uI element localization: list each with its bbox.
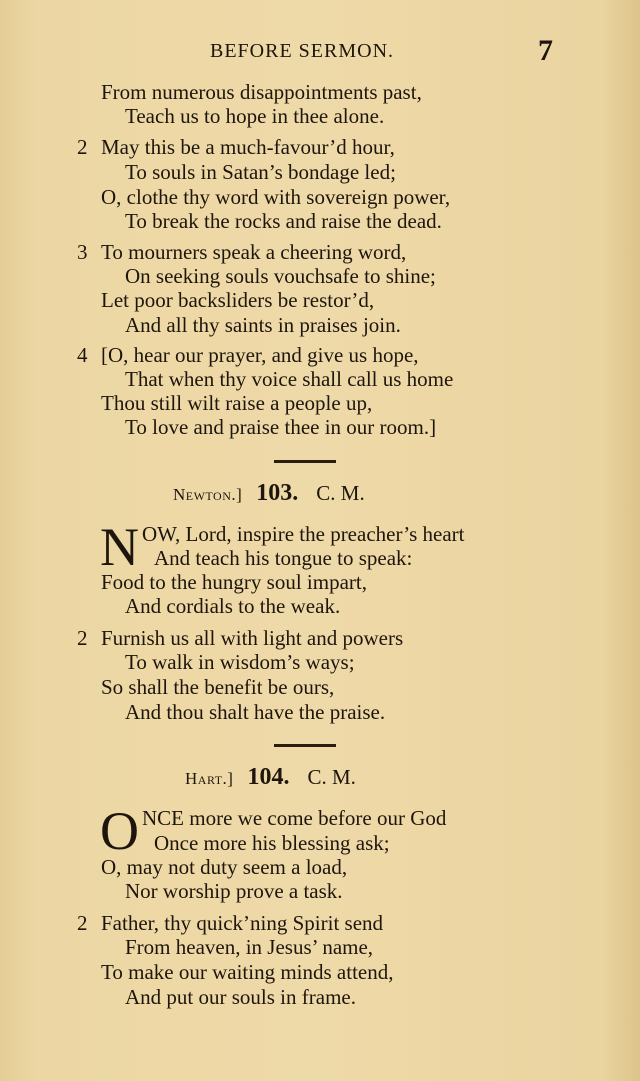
verse-line: [O, hear our prayer, and give us hope,	[101, 343, 419, 367]
drop-cap: O	[100, 801, 139, 861]
running-title: BEFORE SERMON.	[210, 40, 395, 62]
verse-number: 4	[77, 343, 88, 367]
verse-line: And put our souls in frame.	[125, 985, 356, 1009]
page-number: 7	[538, 34, 553, 67]
verse-line: Father, thy quick’ning Spirit send	[101, 911, 384, 935]
tune-name: Newton.]	[173, 485, 243, 504]
drop-cap: N	[100, 517, 139, 577]
verse-line: To break the rocks and raise the dead.	[125, 209, 442, 233]
verse-line: From heaven, in Jesus’ name,	[125, 935, 374, 959]
verse-number: 2	[77, 626, 88, 650]
section-divider	[274, 744, 336, 747]
verse-line: Once more his blessing ask;	[154, 831, 390, 855]
page-header	[0, 36, 640, 72]
verse-line: May this be a much-favour’d hour,	[101, 135, 395, 159]
verse-line: OW, Lord, inspire the preacher’s heart	[142, 522, 465, 546]
section-divider	[274, 460, 336, 463]
verse-line: O, may not duty seem a load,	[101, 855, 348, 879]
verse-line: And thou shalt have the praise.	[125, 700, 386, 724]
verse-line: That when thy voice shall call us home	[125, 367, 454, 391]
verse-line: To love and praise thee in our room.]	[125, 415, 437, 439]
hymn-number: 104.	[247, 764, 290, 790]
verse-line: And teach his tongue to speak:	[154, 546, 413, 570]
verse-line: And cordials to the weak.	[125, 594, 341, 618]
verse-line: Furnish us all with light and powers	[101, 626, 404, 650]
verse-line: Food to the hungry soul impart,	[101, 570, 367, 594]
verse-line: On seeking souls vouchsafe to shine;	[125, 264, 436, 288]
verse-line: From numerous disappointments past,	[101, 80, 422, 104]
hymn-meter: C. M.	[316, 481, 365, 505]
verse-line: Thou still wilt raise a people up,	[101, 391, 373, 415]
verse-line: So shall the benefit be ours,	[101, 675, 335, 699]
verse-line: NCE more we come before our God	[142, 806, 447, 830]
verse-line: Teach us to hope in thee alone.	[125, 104, 385, 128]
verse-line: To make our waiting minds attend,	[101, 960, 394, 984]
verse-line: To walk in wisdom’s ways;	[125, 650, 355, 674]
hymn-number: 103.	[256, 480, 299, 506]
verse-line: To souls in Satan’s bondage led;	[125, 160, 396, 184]
verse-line: And all thy saints in praises join.	[125, 313, 401, 337]
verse-number: 2	[77, 911, 88, 935]
verse-line: To mourners speak a cheering word,	[101, 240, 407, 264]
verse-line: Let poor backsliders be restor’d,	[101, 288, 375, 312]
hymn-heading	[173, 480, 365, 514]
tune-name: Hart.]	[185, 769, 234, 788]
verse-number: 3	[77, 240, 88, 264]
hymn-heading	[185, 764, 356, 798]
verse-line: Nor worship prove a task.	[125, 879, 343, 903]
verse-number: 2	[77, 135, 88, 159]
hymn-meter: C. M.	[307, 765, 356, 789]
verse-line: O, clothe thy word with sovereign power,	[101, 185, 451, 209]
